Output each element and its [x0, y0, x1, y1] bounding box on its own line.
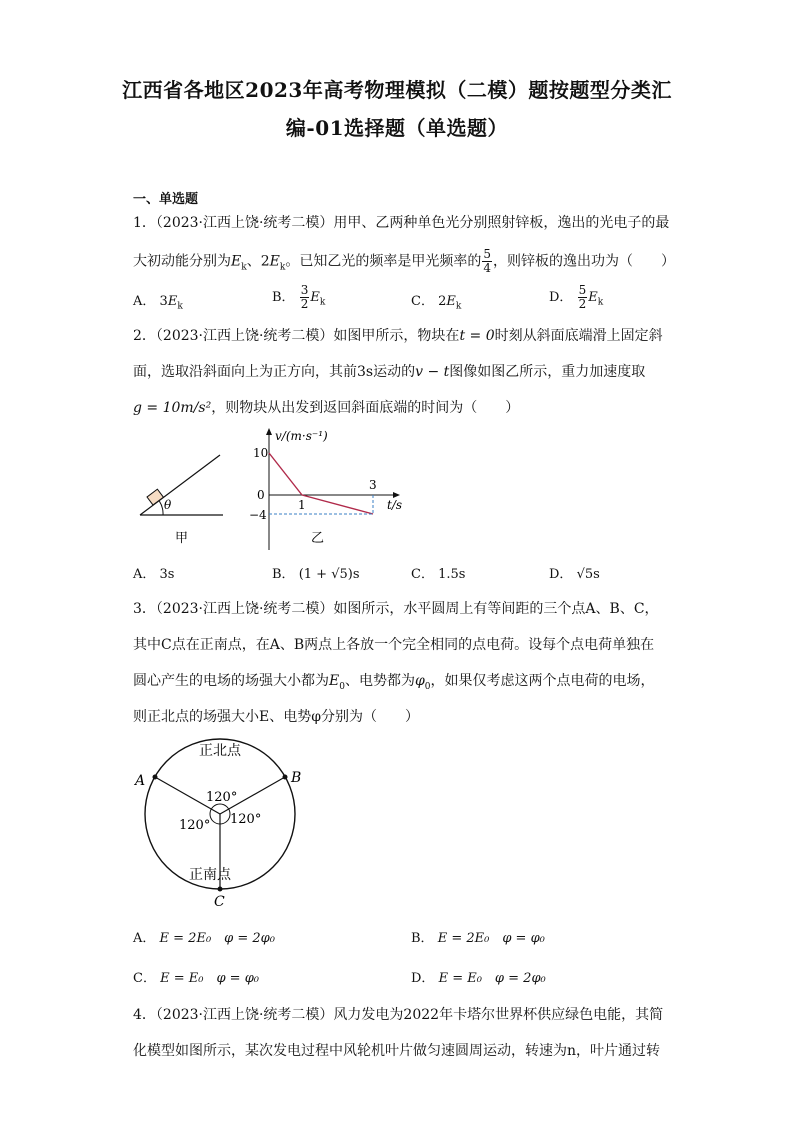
- q1-line-2: [133, 248, 675, 275]
- q3-option-c-letter: C．: [133, 971, 156, 986]
- q2-line-2: [133, 361, 645, 381]
- theta-label: θ: [164, 498, 172, 512]
- q1-option-c-e: E: [446, 294, 456, 309]
- incline-slope-line: [140, 455, 220, 515]
- vt-y-arrow: [266, 428, 272, 435]
- q1-frac-num: 5: [483, 247, 491, 261]
- q1-line-1: 1．（2023·江西上饶·统考二模）用甲、乙两种单色光分别照射锌板，逸出的光电子的最: [133, 215, 670, 231]
- q3-option-a[interactable]: [133, 927, 275, 946]
- q3-symbol-e: E: [329, 673, 340, 689]
- q1-option-b-sub: k: [319, 297, 326, 308]
- q2-text-e: ，则物块从出发到返回斜面底端的时间为（ ）: [211, 400, 520, 416]
- q1-option-d-num: 5: [578, 283, 587, 297]
- figure-yi-caption: 乙: [311, 531, 325, 546]
- q1-option-d-sub: k: [597, 297, 604, 308]
- q2-option-c-value: 1.5s: [438, 567, 466, 582]
- q3-line-3: [133, 670, 655, 692]
- q3-option-d[interactable]: [411, 967, 546, 986]
- q3-option-b-value: E = 2E₀ φ = φ₀: [437, 931, 545, 946]
- q2-text-a: 2．（2023·江西上饶·统考二模）如图甲所示，物块在: [133, 328, 460, 344]
- q1-symbol-e: E: [231, 253, 242, 270]
- q2-t-equation: t = 0: [459, 328, 495, 344]
- block-icon: [147, 489, 163, 505]
- q2-figure-incline: [135, 450, 245, 560]
- q2-option-c[interactable]: [411, 563, 465, 582]
- q2-line-1: [133, 325, 663, 345]
- q1-option-d-letter: D．: [549, 290, 573, 305]
- point-b: [283, 775, 288, 780]
- q3-line-4: 则正北点的场强大小E、电势φ分别为（ ）: [133, 709, 420, 725]
- q3-option-d-value: E = E₀ φ = 2φ₀: [438, 971, 546, 986]
- angle-right: 120°: [230, 812, 262, 827]
- q3-option-b-letter: B．: [411, 931, 434, 946]
- q3-option-b[interactable]: [411, 927, 545, 946]
- q1-text-a: 大初动能分别为: [133, 253, 231, 270]
- label-b: B: [291, 770, 302, 786]
- q1-sub-k: k: [241, 262, 247, 273]
- document-title-line-2: 编-01选择题（单选题）: [285, 116, 509, 140]
- label-a: A: [135, 773, 146, 789]
- q1-text-b: 。已知乙光的频率是甲光频率的: [285, 253, 482, 270]
- q2-option-b-letter: B．: [272, 567, 295, 582]
- document-title-line-1: 江西省各地区2023年高考物理模拟（二模）题按题型分类汇: [122, 78, 672, 102]
- q1-option-c-sub: k: [455, 301, 462, 312]
- point-c: [218, 887, 223, 892]
- q1-option-b-e: E: [310, 290, 320, 305]
- q3-line-2: 其中C点在正南点，在A、B两点上各放一个完全相同的点电荷。设每个点电荷单独在: [133, 637, 655, 653]
- vt-y-axis-label: v/(m·s⁻¹): [275, 429, 328, 443]
- q3-figure-circle: [130, 730, 310, 910]
- q1-option-a-e: E: [167, 294, 178, 309]
- q1-option-c-letter: C．: [411, 294, 434, 309]
- vt-tick-10: 10: [253, 446, 269, 460]
- q1-option-d[interactable]: [549, 284, 603, 311]
- label-c: C: [214, 894, 225, 910]
- q2-option-d-value: √5s: [576, 567, 600, 582]
- q2-option-b[interactable]: [272, 563, 360, 582]
- label-south: 正南点: [189, 867, 231, 883]
- q1-option-c-coef: 2: [438, 294, 447, 309]
- q1-option-a[interactable]: [133, 290, 183, 312]
- q2-option-a[interactable]: [133, 563, 174, 582]
- vt-tick-1: 1: [298, 498, 306, 512]
- q2-option-d[interactable]: [549, 563, 600, 582]
- q1-option-d-e: E: [588, 290, 598, 305]
- vt-tick-0: 0: [257, 488, 265, 502]
- q1-option-c[interactable]: [411, 290, 461, 312]
- q2-option-b-value: (1 + √5)s: [298, 567, 360, 582]
- q3-option-c-value: E = E₀ φ = φ₀: [160, 971, 260, 986]
- q2-text-b: 时刻从斜面底端滑上固定斜: [494, 328, 663, 344]
- q1-option-d-den: 2: [578, 297, 587, 311]
- q3-symbol-phi: φ: [414, 673, 425, 689]
- q3-option-a-value: E = 2E₀ φ = 2φ₀: [159, 931, 275, 946]
- q1-option-b-num: 3: [300, 283, 309, 297]
- q1-symbol-e-2: E: [269, 253, 280, 270]
- vt-segment-return: [302, 495, 373, 514]
- q2-option-a-letter: A．: [133, 567, 156, 582]
- point-a: [153, 775, 158, 780]
- section-heading: 一、单选题: [133, 192, 199, 207]
- q1-option-d-fraction: [578, 284, 588, 311]
- q2-option-c-letter: C．: [411, 567, 434, 582]
- q1-sub-k-2: k: [279, 262, 286, 273]
- q1-coef-2: 2: [260, 253, 270, 270]
- q1-frac-den: 4: [483, 261, 491, 275]
- q2-g-equation: g = 10m/s²: [133, 400, 212, 416]
- q3-line-1: 3．（2023·江西上饶·统考二模）如图所示，水平圆周上有等间距的三个点A、B、C，: [133, 601, 659, 617]
- vt-segment-decel: [269, 453, 302, 495]
- q1-option-a-sub: k: [177, 301, 183, 312]
- figure-jia-caption: 甲: [175, 531, 189, 546]
- q1-option-a-letter: A．: [133, 294, 156, 309]
- q1-option-b-fraction: [300, 284, 310, 311]
- q3-text-c: ，如果仅考虑这两个点电荷的电场，: [430, 673, 655, 689]
- q3-option-c[interactable]: [133, 967, 259, 986]
- q2-option-a-value: 3s: [159, 567, 175, 582]
- q3-sub-0: 0: [339, 681, 345, 692]
- q1-option-b-den: 2: [300, 297, 309, 311]
- q2-option-d-letter: D．: [549, 567, 573, 582]
- q3-option-d-letter: D．: [411, 971, 435, 986]
- theta-arc: [159, 501, 163, 515]
- q3-text-b: 、电势都为: [344, 673, 415, 689]
- q4-line-1: 4．（2023·江西上饶·统考二模）风力发电为2022年卡塔尔世界杯供应绿色电能，其简: [133, 1007, 664, 1023]
- q1-option-a-coef: 3: [159, 294, 168, 309]
- q2-text-d: 图像如图乙所示，重力加速度取: [449, 364, 646, 380]
- angle-left: 120°: [179, 818, 211, 833]
- q1-option-b-letter: B．: [272, 290, 295, 305]
- vt-x-axis-label: t/s: [387, 498, 403, 512]
- q3-text-a: 圆心产生的电场的场强大小都为: [133, 673, 329, 689]
- q2-line-3: [133, 397, 519, 417]
- angle-top: 120°: [206, 790, 238, 805]
- vt-tick-3: 3: [369, 478, 377, 492]
- vt-tick-neg4: −4: [249, 508, 267, 522]
- q1-text-c: ，则锌板的逸出功为（ ）: [492, 253, 675, 270]
- q1-fraction: [482, 248, 492, 275]
- q3-option-a-letter: A．: [133, 931, 156, 946]
- q3-sub-0-2: 0: [424, 681, 431, 692]
- label-north: 正北点: [199, 743, 241, 759]
- q2-figure-vt-graph: [245, 425, 415, 555]
- q2-text-c: 面，选取沿斜面向上为正方向，其前3s运动的: [133, 364, 416, 380]
- q1-option-b[interactable]: [272, 284, 325, 311]
- q1-separator: 、: [246, 253, 261, 270]
- q4-line-2: 化模型如图所示，某次发电过程中风轮机叶片做匀速圆周运动，转速为n，叶片通过转: [133, 1043, 661, 1059]
- q2-vt-label: v − t: [415, 364, 450, 380]
